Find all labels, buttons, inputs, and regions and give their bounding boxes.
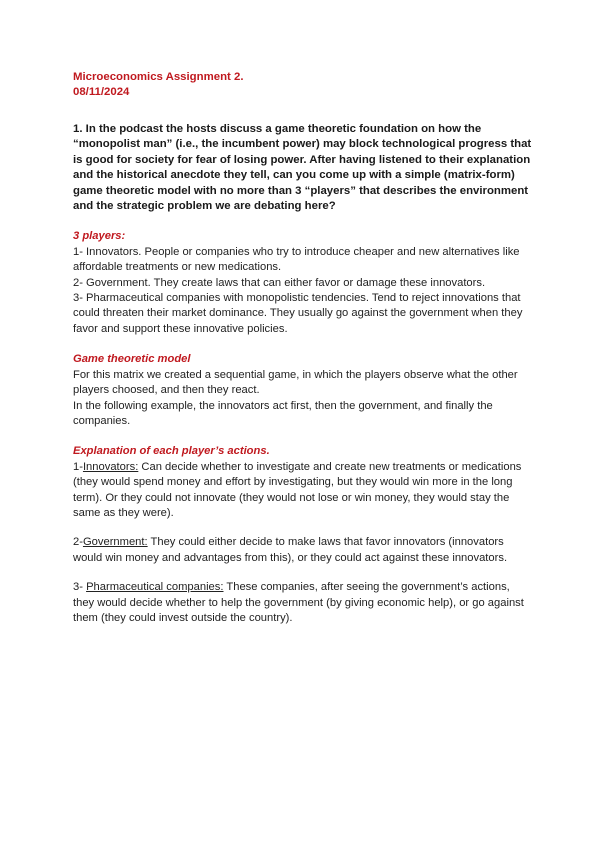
model-heading: Game theoretic model [73, 353, 191, 366]
players-heading: 3 players: [73, 230, 126, 243]
player-item-innovators: 1- Innovators. People or companies who try to introduce cheaper and new alternatives like affordable treatments or new medications. [73, 245, 520, 274]
question-text: 1. In the podcast the hosts discuss a game theoretic foundation on how the “monopolist man” (i.e., the incumbent power) may block technological progress that is good for society for fear of losing power. After having listened to their explanation and the historical anecdote they tell, can you come up with a simple (matrix-form) game theoretic model with no more than 3 “players” that describes the environment and the strategic problem we are debating here? [73, 123, 532, 213]
action-text: Can decide whether to investigate and create new treatments or medications (they would spend money and effort by investigating, but they would win more in the long term). Or they could not innovate (they would not lose or win money, they would stay the same as they were). [73, 460, 522, 519]
action-item-government [73, 535, 533, 566]
assignment-date: 08/11/2024 [73, 86, 130, 98]
action-prefix: 2- [73, 536, 83, 549]
action-label: Government: [82, 536, 148, 549]
player-item-government: 2- Government. They create laws that can either favor or damage these innovators. [73, 276, 486, 289]
assignment-title: Microeconomics Assignment 2. [73, 71, 244, 83]
action-label: Pharmaceutical companies: [86, 581, 224, 594]
action-prefix: 3- [73, 581, 87, 594]
player-item-pharma: 3- Pharmaceutical companies with monopolistic tendencies. Tend to reject innovations that could threaten their market dominance. They usually go against the government when they favor and support these innovative policies. [73, 292, 523, 335]
actions-heading: Explanation of each player’s actions. [73, 445, 270, 458]
action-label: Innovators: [82, 460, 139, 473]
model-paragraph-1: For this matrix we created a sequential game, in which the players observe what the other players choosed, and then they react. [73, 368, 518, 397]
document-page [73, 70, 533, 626]
action-text: They could either decide to make laws that favor innovators (innovators would win money and advantages from this), or they could act against these innovators. [73, 536, 508, 564]
action-text: These companies, after seeing the government’s actions, they would decide whether to help the government (by giving economic help), or go against them (they could invest outside the country). [73, 581, 524, 624]
action-prefix: 1- [73, 460, 83, 473]
action-item-pharma [73, 580, 533, 626]
model-paragraph-2: In the following example, the innovators act first, then the government, and finally the companies. [73, 399, 493, 427]
action-item-innovators [73, 460, 533, 522]
